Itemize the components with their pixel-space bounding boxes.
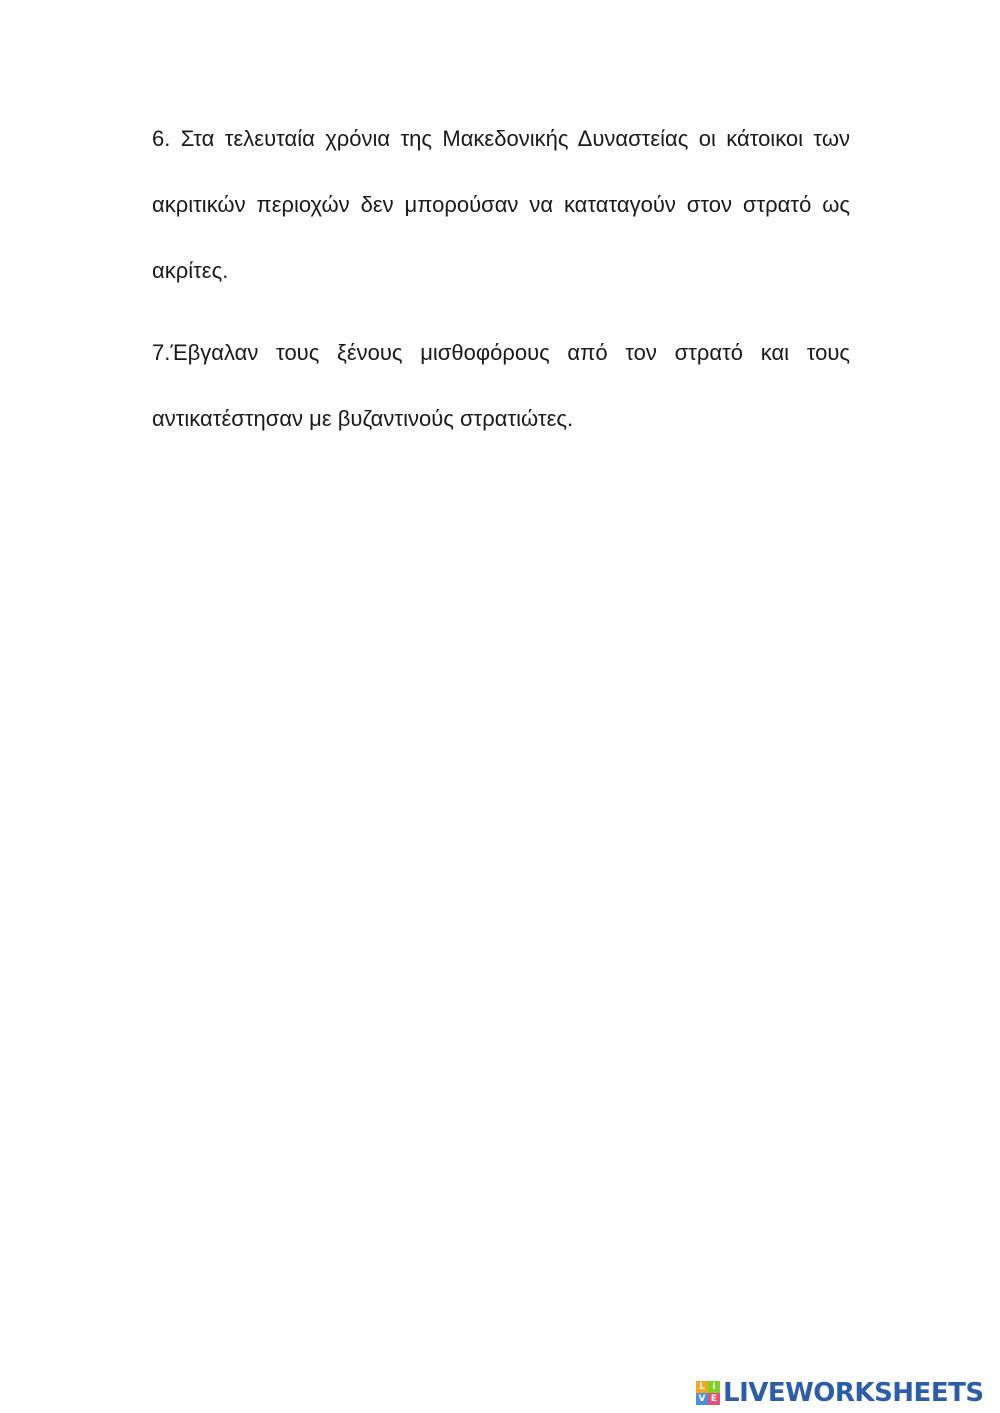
document-body [152, 106, 850, 452]
logo-text: LIVEWORKSHEETS [723, 1378, 984, 1408]
statement-7: 7.Έβγαλαν τους ξένους μισθοφόρους από τον στρατό και τους αντικατέστησαν με βυζαντινούς στρατιώτες. [152, 340, 850, 431]
liveworksheets-logo [696, 1378, 984, 1408]
statement-6: 6. Στα τελευταία χρόνια της Μακεδονικής Δυναστείας οι κάτοικοι των ακριτικών περιοχών δεν μπορούσαν να καταταγούν στον στρατό ως ακρίτες. [152, 126, 850, 283]
liveworksheets-logo-icon: L I V E [696, 1381, 720, 1405]
